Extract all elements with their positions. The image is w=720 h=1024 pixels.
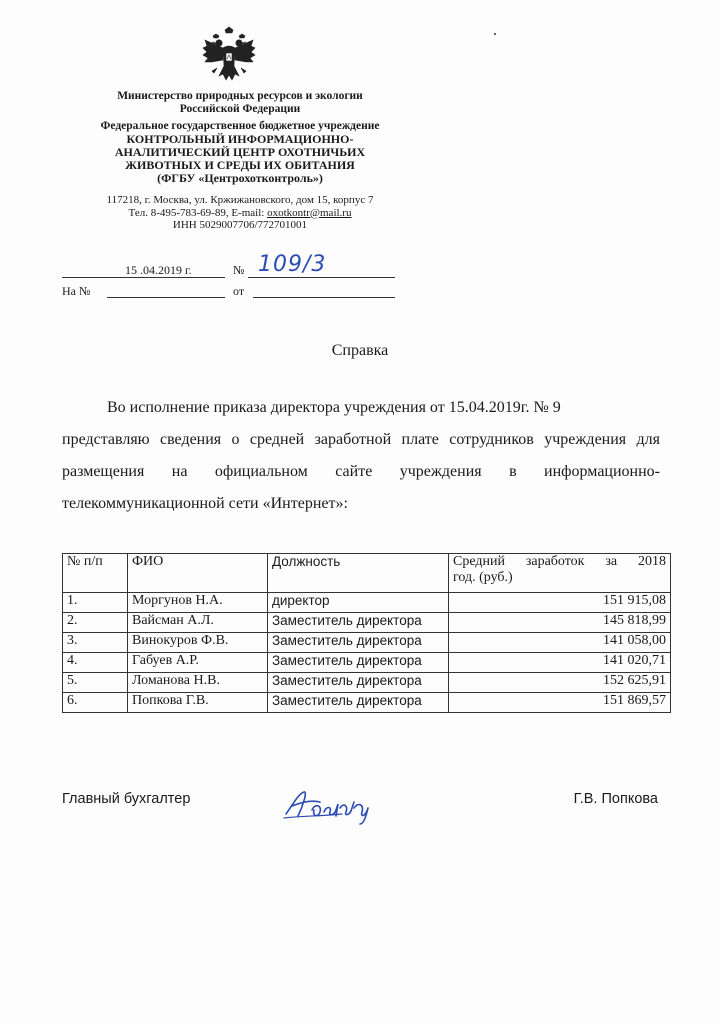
row-num: 5. <box>63 673 128 693</box>
row-position: Заместитель директора <box>268 653 449 673</box>
row-name: Попкова Г.В. <box>128 693 268 713</box>
row-salary: 151 915,08 <box>449 593 671 613</box>
header-salary: Средний заработок за 2018 год. (руб.) <box>449 554 671 593</box>
federal-institution-line: Федеральное государственное бюджетное учреждение <box>100 120 380 132</box>
header-position: Должность <box>268 554 449 593</box>
row-name: Вайсман А.Л. <box>128 613 268 633</box>
row-name: Моргунов Н.А. <box>128 593 268 613</box>
doc-date: 15 .04.2019 г. <box>125 263 192 277</box>
coat-of-arms-icon <box>199 26 259 88</box>
row-position: директор <box>268 593 449 613</box>
table-row <box>63 613 671 633</box>
table-row <box>63 693 671 713</box>
row-salary: 152 625,91 <box>449 673 671 693</box>
row-position: Заместитель директора <box>268 613 449 633</box>
signer-name: Г.В. Попкова <box>573 791 658 807</box>
row-salary: 141 058,00 <box>449 633 671 653</box>
from-underline <box>253 297 395 298</box>
salary-table <box>62 553 671 713</box>
header-name: ФИО <box>128 554 268 593</box>
table-row <box>63 633 671 653</box>
row-name: Габуев А.Р. <box>128 653 268 673</box>
ministry-name: Министерство природных ресурсов и экологии Российской Федерации <box>117 90 363 115</box>
handwritten-signature <box>282 786 377 826</box>
handwritten-doc-number: 109/3 <box>258 252 327 277</box>
row-num: 2. <box>63 613 128 633</box>
speck <box>494 33 496 35</box>
row-num: 1. <box>63 593 128 613</box>
row-num: 4. <box>63 653 128 673</box>
contact-block <box>50 194 430 232</box>
row-position: Заместитель директора <box>268 673 449 693</box>
signer-role: Главный бухгалтер <box>62 791 191 807</box>
row-name: Винокуров Ф.В. <box>128 633 268 653</box>
row-position: Заместитель директора <box>268 693 449 713</box>
row-salary: 145 818,99 <box>449 613 671 633</box>
body-paragraph: Во исполнение приказа директора учреждения от 15.04.2019г. № 9 представляю сведения о средней заработной плате сотрудников учреждения для размещения на официальном сайте учреждения в информационно- телекоммуникационной сети «Интернет»: <box>62 399 660 512</box>
document-title: Справка <box>331 342 389 359</box>
row-salary: 141 020,71 <box>449 653 671 673</box>
row-num: 3. <box>63 633 128 653</box>
from-label: от <box>233 284 245 298</box>
ref-underline <box>107 297 225 298</box>
doc-number-label: № <box>233 263 245 277</box>
address: 117218, г. Москва, ул. Кржижановского, дом 15, корпус 7 <box>106 194 374 206</box>
header-num: № п/п <box>63 554 128 593</box>
table-header-row <box>63 554 671 593</box>
number-underline <box>248 277 395 278</box>
row-position: Заместитель директора <box>268 633 449 653</box>
row-salary: 151 869,57 <box>449 693 671 713</box>
organization-name: КОНТРОЛЬНЫЙ ИНФОРМАЦИОННО- АНАЛИТИЧЕСКИЙ ЦЕНТР ОХОТНИЧЬИХ ЖИВОТНЫХ И СРЕДЫ ИХ ОБИТАНИЯ (ФГБУ «Центрохотконтроль») <box>114 132 366 185</box>
email-link[interactable]: oxotkontr@mail.ru <box>267 206 352 219</box>
row-num: 6. <box>63 693 128 713</box>
table-row <box>63 593 671 613</box>
inn: ИНН 5029007706/772701001 <box>172 219 308 231</box>
table-row <box>63 653 671 673</box>
ref-label: На № <box>62 284 91 298</box>
row-name: Ломанова Н.В. <box>128 673 268 693</box>
table-row <box>63 673 671 693</box>
phone-email: Тел. 8-495-783-69-89, E-mail: oxotkontr@mail.ru <box>128 206 352 219</box>
